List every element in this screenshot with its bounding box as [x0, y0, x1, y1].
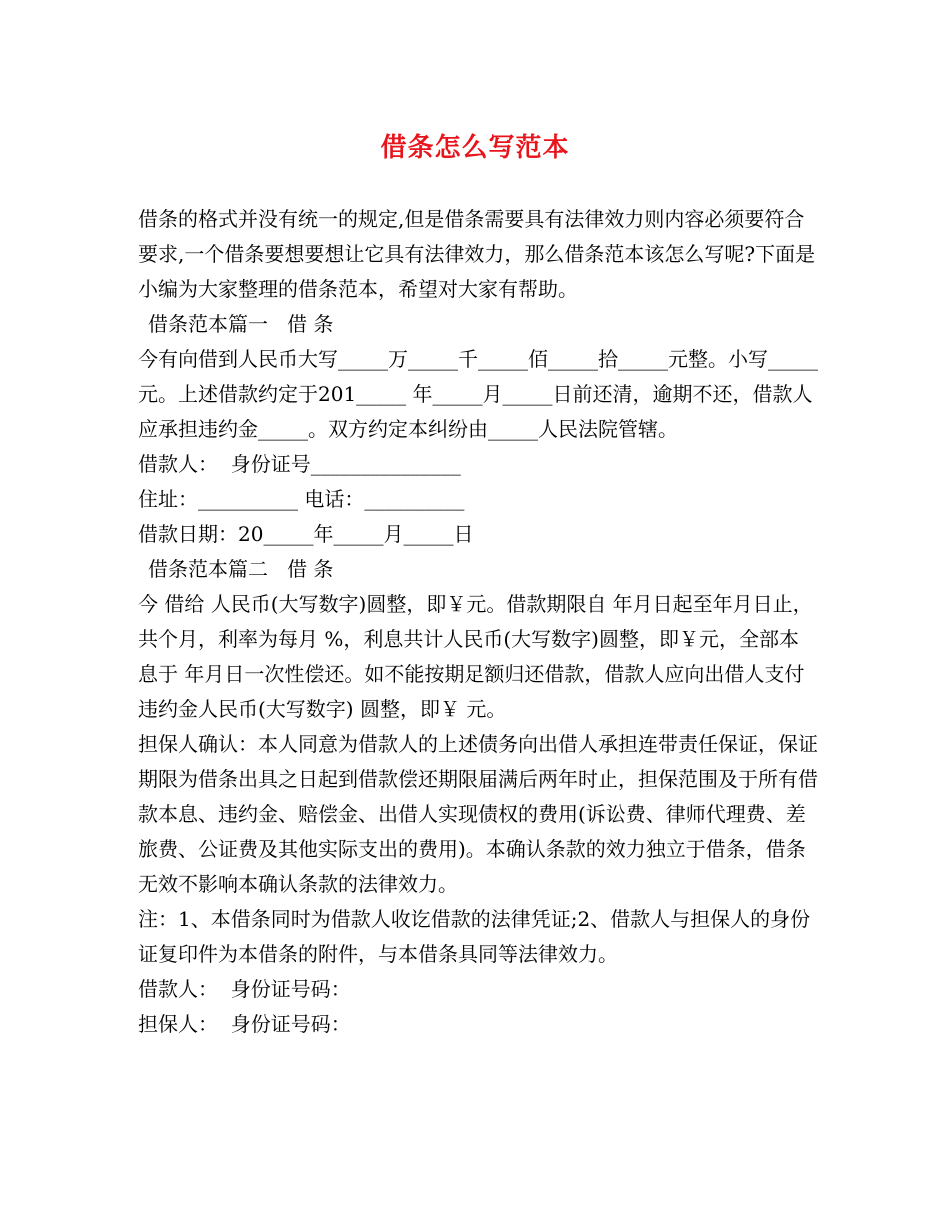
intro-paragraph: 借条的格式并没有统一的规定,但是借条需要具有法律效力则内容必须要符合要求,一个借条要想要想让它具有法律效力，那么借条范本该怎么写呢?下面是小编为大家整理的借条范本，希望对大家有帮助。 — [138, 207, 816, 301]
sample-one-borrower-line: 借款人： 身份证号_______________ — [138, 452, 461, 476]
sample-two-borrower-line: 借款人： 身份证号码： — [138, 977, 351, 1001]
sample-two-body: 今 借给 人民币(大写数字)圆整，即￥元。借款期限自 年月日起至年月日止，共个月，利率为每月 %，利息共计人民币(大写数字)圆整，即￥元，全部本息于 年月日一次性偿还。如不能按期足额归还借款，借款人应向出借人支付违约金人民币(大写数字) 圆整，即￥ 元。 — [138, 592, 813, 721]
sample-one-address-line: 住址：__________ 电话：__________ — [138, 487, 465, 511]
note-paragraph: 注：1、本借条同时为借款人收讫借款的法律凭证;2、借款人与担保人的身份证复印件为本借条的附件，与本借条具同等法律效力。 — [138, 907, 811, 966]
guarantor-confirmation-paragraph: 担保人确认：本人同意为借款人的上述债务向出借人承担连带责任保证，保证期限为借条出具之日起到借款偿还期限届满后两年时止，担保范围及于所有借款本息、违约金、赔偿金、出借人实现债权的费用(诉讼费、律师代理费、差旅费、公证费及其他实际支出的费用)。本确认条款的效力独立于借条，借条无效不影响本确认条款的法律效力。 — [138, 732, 818, 896]
sample-two-guarantor-line: 担保人： 身份证号码： — [138, 1012, 351, 1036]
sample-one-body: 今有向借到人民币大写_____万_____千_____佰_____拾_____元整。小写_____元。上述借款约定于201_____ 年_____月_____日前还清，逾期不还，借款人应承担违约金_____。双方约定本纠纷由_____人民法院管辖。 — [138, 347, 818, 441]
document-title: 借条怎么写范本 — [380, 133, 570, 163]
section-heading-sample-one: 借条范本篇一 借 条 — [148, 312, 334, 336]
section-heading-sample-two: 借条范本篇二 借 条 — [148, 557, 334, 581]
document-body — [138, 202, 818, 1042]
sample-one-date-line: 借款日期：20_____年_____月_____日 — [138, 522, 474, 546]
